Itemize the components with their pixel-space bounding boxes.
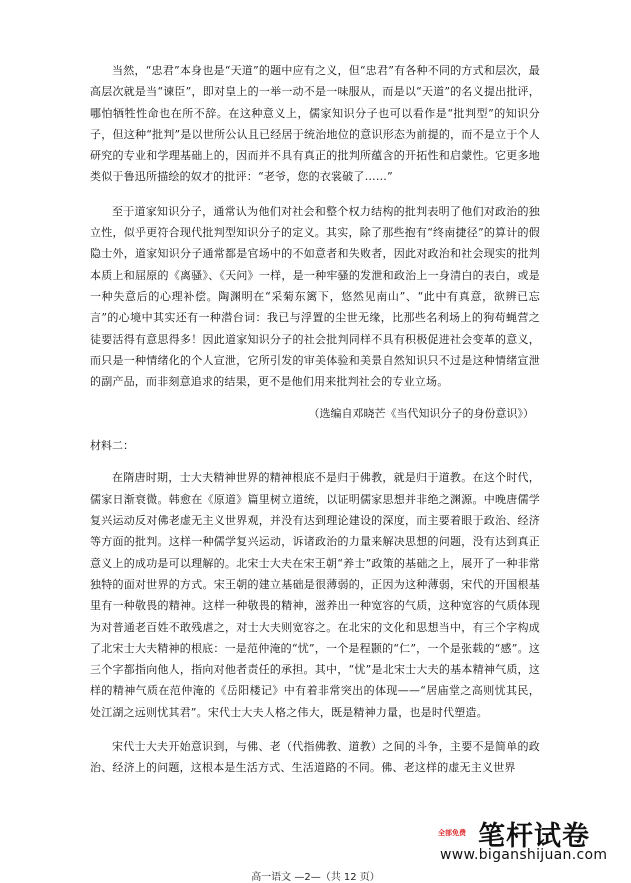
paragraph-2: 至于道家知识分子，通常认为他们对社会和整个权力结构的批判表明了他们对政治的独立性，似乎更符合现代批判型知识分子的定义。其实，除了那些抱有“终南捷径”的算计的假隐士外，道家知识分子通常都是官场中的不如意者和失败者，因此对政治和社会现实的批判本质上和屈原的《离骚》、《天问》一样，是一种牢骚的发泄和政治上一身清白的表白，或是一种失意后的心理补偿。陶渊明在“采菊东篱下，悠然见南山”、“此中有真意，欲辨已忘言”的心境中其实还有一种潜台词：我已与浮置的尘世无缘，比那些名利场上的狗苟蝇营之徒要活得有意思得多！因此道家知识分子的社会批判同样不具有积极促进社会变革的意义，而只是一种情绪化的个人宣泄，它所引发的审美体验和美景自然知识只不过是这种情绪宣泄的副产品，而非刻意追求的结果，更不是他们用来批判社会的专业立场。 <box>90 204 540 389</box>
watermark-url: www.biganshijuan.com <box>440 847 608 863</box>
paragraph-1: 当然，“忠君”本身也是“天道”的题中应有之义，但“忠君”有各种不同的方式和层次，最高层次就是当“谏臣”，即对皇上的一举一动不是一味服从，而是以“天道”的名义提出批评，哪怕牺牲性命也在所不辞。在这种意义上，儒家知识分子也可以看作是“批判型”的知识分子，但这种“批判”是以世所公认且已经居于统治地位的意识形态为前提的，而不是立于个人研究的专业和学理基础上的，因而并不具有真正的批判所蕴含的开拓性和启蒙性。它更多地类似于鲁迅所描绘的奴才的批评：“老爷，您的衣裳破了……” <box>90 64 540 184</box>
watermark-tag: 全部免费 <box>438 829 466 837</box>
paragraph-4: 宋代士大夫开始意识到，与佛、老（代指佛教、道教）之间的斗争，主要不是简单的政治、经济上的问题，这根本是生活方式、生活道路的不同。佛、老这样的虚无主义世界 <box>90 740 540 775</box>
section-heading: 材料二： <box>90 439 134 453</box>
watermark-logo <box>438 814 628 864</box>
watermark-title: 笔杆试卷 <box>478 821 590 852</box>
paragraph-3: 在隋唐时期，士大夫精神世界的精神根底不是归于佛教，就是归于道教。在这个时代，儒家日渐衰微。韩愈在《原道》篇里树立道统，以证明儒家思想并非绝之渊源。中晚唐儒学复兴运动反对佛老虚无主义世界观，并没有达到理论建设的深度，而主要着眼于政治、经济等方面的批判。这样一种儒学复兴运动，诉诸政治的力量来解决思想的问题，没有达到真正意义上的成功是可以理解的。北宋士大夫在宋王朝“养士”政策的基础之上，展开了一种非常独特的面对世界的方式。宋王朝的建立基础是很薄弱的，正因为这种薄弱，宋代的开国根基里有一种敬畏的精神。这样一种敬畏的精神，滋养出一种宽容的气质，这种宽容的气质体现为对普通老百姓不敢残虐之，对士大夫则宽容之。在北宋的文化和思想当中，有三个字构成了北宋士大夫精神的根底：一是范仲淹的“忧”，一个是程颢的“仁”，一个是张载的“感”。这三个字都指向他人，指向对他者责任的承担。其中，“忧”是北宋士大夫的基本精神气质，这样的精神气质在范仲淹的《岳阳楼记》中有着非常突出的体现——“居庙堂之高则忧其民，处江湖之远则忧其君”。宋代士大夫人格之伟大，既是精神力量，也是时代塑造。 <box>90 471 540 719</box>
page-content <box>90 60 540 779</box>
source-citation: （选编自邓晓芒《当代知识分子的身份意识》） <box>308 407 534 421</box>
page-footer: 高一语文 —2—（共 12 页） <box>251 872 380 883</box>
